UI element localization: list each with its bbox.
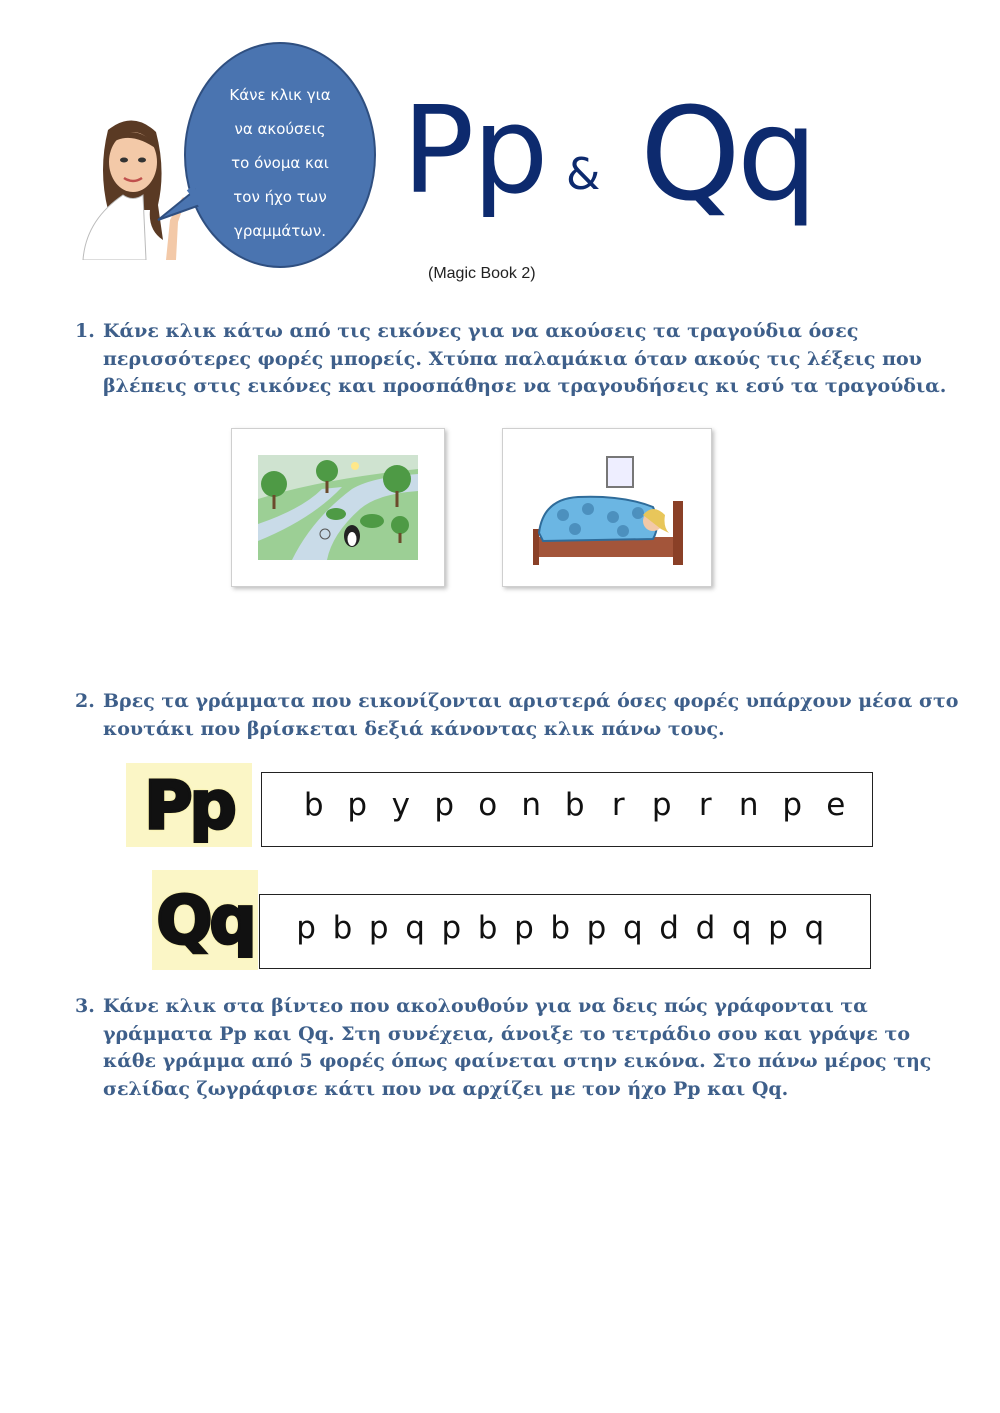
instruction-number: 2. [75,690,95,712]
title-qq: Qq [640,81,814,230]
letter-badge-qq [152,870,258,970]
bubble-line: γραμμάτων. [234,222,326,240]
instruction-2 [75,688,963,743]
bubble-line: τον ήχο των [233,188,327,206]
letter-choice[interactable]: y [391,786,410,823]
bubble-line: Κάνε κλικ για [229,86,331,104]
letter-choice[interactable]: b [303,786,324,823]
letter-choice[interactable]: q [804,909,825,946]
letter-box-pp [261,772,873,847]
letter-choice[interactable]: p [296,909,316,946]
letter-choice[interactable]: q [622,909,643,946]
instruction-number: 1. [75,320,95,342]
instruction-text: Βρες τα γράμματα που εικονίζονται αριστερά όσες φορές υπάρχουν μέσα στο κουτάκι που βρίσκεται δεξιά κάνοντας κλικ πάνω τους. [103,690,959,740]
instruction-3 [75,993,963,1103]
bubble-text[interactable] [210,78,350,248]
letter-choice[interactable]: p [434,786,455,823]
girl-sleeping-in-bed-icon [503,429,711,586]
title-pp: Pp [402,82,547,221]
instruction-text: Κάνε κλικ στα βίντεο που ακολουθούν για να δεις πώς γράφονται τα γράμματα Pp και Qq. Στη συνέχεια, άνοιξε το τετράδιο σου και γράψε το κάθε γράμμα από 5 φορές όπως φαίνεται στην εικόνα. Στο πάνω μέρος της σελίδας ζωγράφισε κάτι που να αρχίζει με τον ήχο Pp και Qq. [103,995,932,1100]
letter-choice[interactable]: d [659,909,679,946]
letter-choice[interactable]: b [332,909,353,946]
letter-choice[interactable]: e [826,786,846,823]
letter-choice[interactable]: n [738,786,759,823]
letter-choice[interactable]: b [550,909,571,946]
letter-choice[interactable]: b [477,909,498,946]
letter-choice[interactable]: p [441,909,462,946]
bubble-line: να ακούσεις [234,120,326,138]
letter-choice[interactable]: q [731,909,752,946]
letter-choice[interactable]: n [521,786,542,823]
instruction-number: 3. [75,995,95,1017]
letter-choice[interactable]: p [514,909,534,946]
letter-choice[interactable]: b [564,786,585,823]
instruction-text: Κάνε κλικ κάτω από τις εικόνες για να ακούσεις τα τραγούδια όσες περισσότερες φορές μπορείς. Χτύπα παλαμάκια όταν ακούς τις λέξεις που βλέπεις στις εικόνες και προσπάθησε να τραγουδήσεις κι εσύ τα τραγούδια. [103,320,947,397]
letter-choice[interactable]: r [698,786,712,823]
penguin-park-scene-icon [232,429,444,586]
letter-badge-pp [126,763,252,847]
title-ampersand: & [566,149,601,200]
instruction-1 [75,318,963,401]
subtitle: (Magic Book 2) [428,265,536,282]
letter-choice[interactable]: p [782,786,803,823]
letter-choice[interactable]: r [611,786,625,823]
letter-choice[interactable]: o [478,786,498,823]
letter-choice[interactable]: p [651,786,672,823]
badge-label: Qq [156,881,254,959]
badge-label: Pp [144,766,234,844]
letter-choice[interactable]: p [768,909,788,946]
bubble-line: το όνομα και [231,154,329,172]
picture-card-penguin[interactable] [231,428,445,587]
letter-choice[interactable]: q [405,909,425,946]
letter-choice[interactable]: d [695,909,716,946]
letter-box-qq [259,894,871,969]
letter-choice[interactable]: p [586,909,607,946]
picture-card-bed[interactable] [502,428,712,587]
letter-choice[interactable]: p [368,909,389,946]
letter-choice[interactable]: p [347,786,368,823]
